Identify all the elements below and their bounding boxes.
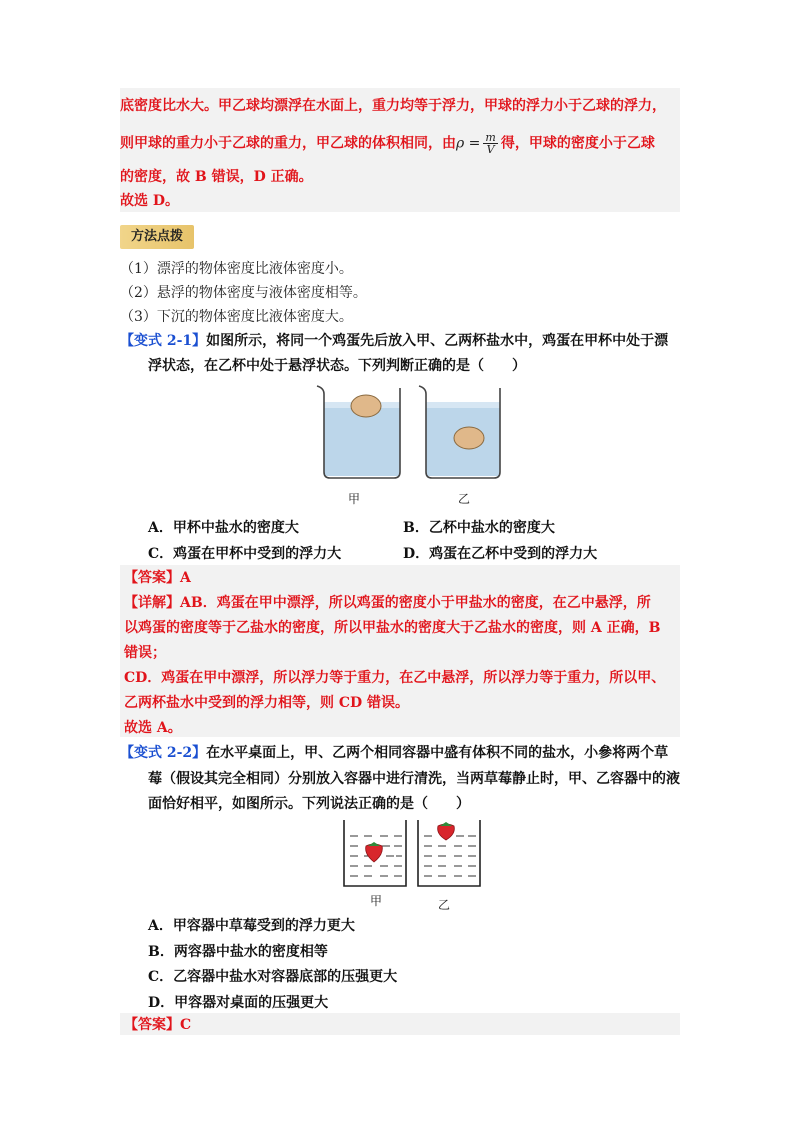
option-a[interactable]: A．甲杯中盐水的密度大 (148, 520, 299, 536)
option-b[interactable]: B．乙杯中盐水的密度大 (403, 520, 555, 536)
beaker-egg-figure (314, 382, 504, 482)
figure-label-yi: 乙 (438, 898, 451, 912)
answer-conclusion: 故选 A。 (124, 720, 182, 736)
beaker-jia (317, 386, 400, 478)
method-tag: 方法点拨 (120, 225, 194, 249)
answer-conclusion: 故选 D。 (120, 193, 180, 209)
question-2-2-line1: 【变式 2-2】在水平桌面上，甲、乙两个相同容器中盛有体积不同的盐水，小參将两个草 (120, 745, 669, 761)
strawberry-icon (438, 822, 455, 840)
answer-label: 【答案】C (124, 1017, 192, 1033)
figure-label-yi: 乙 (458, 492, 471, 506)
detail-line: 乙两杯盐水中受到的浮力相等，则 CD 错误。 (124, 695, 410, 711)
fraction: $\frac{m}{V}$ (485, 131, 496, 156)
question-tag: 【变式 2-1】 (120, 333, 207, 349)
strawberry-icon (366, 842, 383, 862)
option-d[interactable]: D．甲容器对桌面的压强更大 (148, 995, 329, 1011)
answer-line: 的密度，故 B 错误，D 正确。 (120, 169, 313, 185)
option-a[interactable]: A．甲容器中草莓受到的浮力更大 (148, 918, 355, 934)
container-jia (344, 820, 406, 886)
method-item: （1）漂浮的物体密度比液体密度小。 (120, 261, 353, 277)
question-2-2-line3: 面恰好相平，如图所示。下列说法正确的是（ ） (148, 796, 470, 812)
beaker-yi (419, 386, 500, 478)
answer-line: 则甲球的重力小于乙球的重力，甲乙球的体积相同，由ρ = $\frac{m}{V}$ 得，甲球的密度小于乙球 (120, 131, 655, 156)
question-2-2-line2: 莓（假设其完全相同）分别放入容器中进行清洗，当两草莓静止时，甲、乙容器中的液 (148, 771, 680, 787)
detail-line: 【详解】AB．鸡蛋在甲中漂浮，所以鸡蛋的密度小于甲盐水的密度，在乙中悬浮，所 (124, 595, 651, 611)
option-b[interactable]: B．两容器中盐水的密度相等 (148, 944, 328, 960)
detail-line: 以鸡蛋的密度等于乙盐水的密度，所以甲盐水的密度大于乙盐水的密度，则 A 正确，B (124, 620, 661, 636)
option-c[interactable]: C．乙容器中盐水对容器底部的压强更大 (148, 969, 398, 985)
detail-line: 错误； (124, 645, 166, 661)
container-yi (418, 820, 480, 886)
egg-suspended (454, 427, 484, 449)
answer-label: 【答案】A (124, 570, 191, 586)
answer-box-2-2 (120, 1013, 680, 1035)
option-c[interactable]: C．鸡蛋在甲杯中受到的浮力大 (148, 546, 342, 562)
egg-floating (351, 395, 381, 417)
question-tag: 【变式 2-2】 (120, 745, 207, 761)
answer-line: 底密度比水大。甲乙球均漂浮在水面上，重力均等于浮力，甲球的浮力小于乙球的浮力， (120, 98, 666, 114)
container-strawberry-figure (340, 818, 486, 890)
density-formula: ρ = (456, 135, 481, 152)
method-item: （3）下沉的物体密度比液体密度大。 (120, 309, 353, 325)
question-2-1-line2: 浮状态，在乙杯中处于悬浮状态。下列判断正确的是（ ） (148, 358, 526, 374)
question-2-1-line1: 【变式 2-1】如图所示，将同一个鸡蛋先后放入甲、乙两杯盐水中，鸡蛋在甲杯中处于漂 (120, 333, 669, 349)
figure-label-jia: 甲 (348, 492, 361, 506)
option-d[interactable]: D．鸡蛋在乙杯中受到的浮力大 (403, 546, 598, 562)
method-item: （2）悬浮的物体密度与液体密度相等。 (120, 285, 367, 301)
detail-line: CD．鸡蛋在甲中漂浮，所以浮力等于重力，在乙中悬浮，所以浮力等于重力，所以甲、 (124, 670, 666, 686)
figure-label-jia: 甲 (370, 894, 383, 908)
